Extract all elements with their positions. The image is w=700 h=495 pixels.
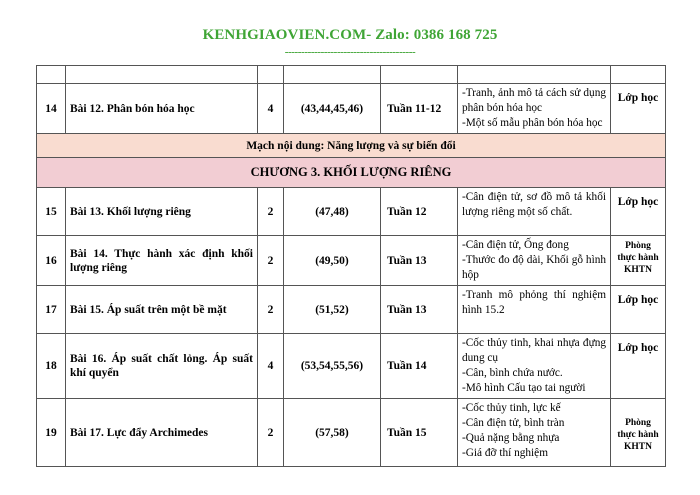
period-list: (49,50)	[284, 236, 381, 286]
period-list: (51,52)	[284, 286, 381, 334]
equipment-item: -Cân, bình chứa nước.	[462, 367, 563, 379]
lesson-name: Bài 12. Phân bón hóa học	[66, 84, 258, 134]
place: Lớp học	[611, 334, 666, 399]
row-number: 14	[37, 84, 66, 134]
table-row	[37, 399, 666, 467]
row-number: 19	[37, 399, 66, 467]
week: Tuần 11-12	[381, 84, 458, 134]
row-number: 18	[37, 334, 66, 399]
place: Phòng thực hành KHTN	[611, 399, 666, 467]
equipment-item: -Tranh mô phỏng thí nghiệm hình 15.2	[462, 289, 606, 316]
equipment-item: -Cân điện tử, Ống đong	[462, 239, 569, 251]
table-row	[37, 84, 666, 134]
period-count: 2	[258, 399, 284, 467]
equipment-cell	[458, 236, 611, 286]
lesson-name: Bài 17. Lực đẩy Archimedes	[66, 399, 258, 467]
place: Lớp học	[611, 286, 666, 334]
row-number: 16	[37, 236, 66, 286]
period-count: 4	[258, 334, 284, 399]
equipment-item: -Quả nặng bằng nhựa	[462, 432, 560, 444]
header-underline: ----------------------------------------	[284, 46, 416, 58]
period-list: (57,58)	[284, 399, 381, 467]
equipment-cell	[458, 188, 611, 236]
period-count: 2	[258, 286, 284, 334]
equipment-cell	[458, 286, 611, 334]
equipment-item: -Một số mẫu phân bón hóa học	[462, 117, 603, 129]
table-row	[37, 236, 666, 286]
period-list: (53,54,55,56)	[284, 334, 381, 399]
week: Tuần 13	[381, 286, 458, 334]
period-count: 2	[258, 236, 284, 286]
equipment-cell	[458, 399, 611, 467]
period-count: 2	[258, 188, 284, 236]
equipment-cell	[458, 84, 611, 134]
equipment-item: -Cân điện tử, bình tràn	[462, 417, 565, 429]
table-row	[37, 188, 666, 236]
site-header: KENHGIAOVIEN.COM- Zalo: 0386 168 725	[202, 27, 498, 43]
table-row-empty	[37, 66, 666, 84]
lesson-name: Bài 14. Thực hành xác định khối lượng riêng	[66, 236, 258, 286]
equipment-cell	[458, 334, 611, 399]
place: Lớp học	[611, 84, 666, 134]
equipment-item: -Mô hình Cấu tạo tai người	[462, 382, 586, 394]
row-number: 17	[37, 286, 66, 334]
equipment-item: -Cốc thủy tinh, khai nhựa đựng dung cụ	[462, 337, 606, 364]
lesson-name: Bài 16. Áp suất chất lỏng. Áp suất khí quyển	[66, 334, 258, 399]
place: Phòng thực hành KHTN	[611, 236, 666, 286]
equipment-item: -Thước đo độ dài, Khối gỗ hình hộp	[462, 254, 606, 281]
section-title: Mạch nội dung: Năng lượng và sự biến đổi	[37, 134, 666, 158]
place: Lớp học	[611, 188, 666, 236]
row-number: 15	[37, 188, 66, 236]
period-list: (43,44,45,46)	[284, 84, 381, 134]
equipment-item: -Tranh, ảnh mô tả cách sử dụng phân bón hóa học	[462, 87, 606, 114]
lesson-plan-table	[36, 65, 666, 467]
table-row	[37, 334, 666, 399]
week: Tuần 14	[381, 334, 458, 399]
lesson-name: Bài 13. Khối lượng riêng	[66, 188, 258, 236]
week: Tuần 12	[381, 188, 458, 236]
table-row	[37, 286, 666, 334]
lesson-name: Bài 15. Áp suất trên một bề mặt	[66, 286, 258, 334]
section-row	[37, 134, 666, 158]
week: Tuần 13	[381, 236, 458, 286]
chapter-title: CHƯƠNG 3. KHỐI LƯỢNG RIÊNG	[37, 158, 666, 188]
period-list: (47,48)	[284, 188, 381, 236]
equipment-item: -Cân điện tử, sơ đồ mô tả khối lượng riêng một số chất.	[462, 191, 606, 218]
week: Tuần 15	[381, 399, 458, 467]
chapter-row	[37, 158, 666, 188]
equipment-item: -Cốc thủy tinh, lực kế	[462, 402, 561, 414]
period-count: 4	[258, 84, 284, 134]
equipment-item: -Giá đỡ thí nghiệm	[462, 447, 548, 459]
